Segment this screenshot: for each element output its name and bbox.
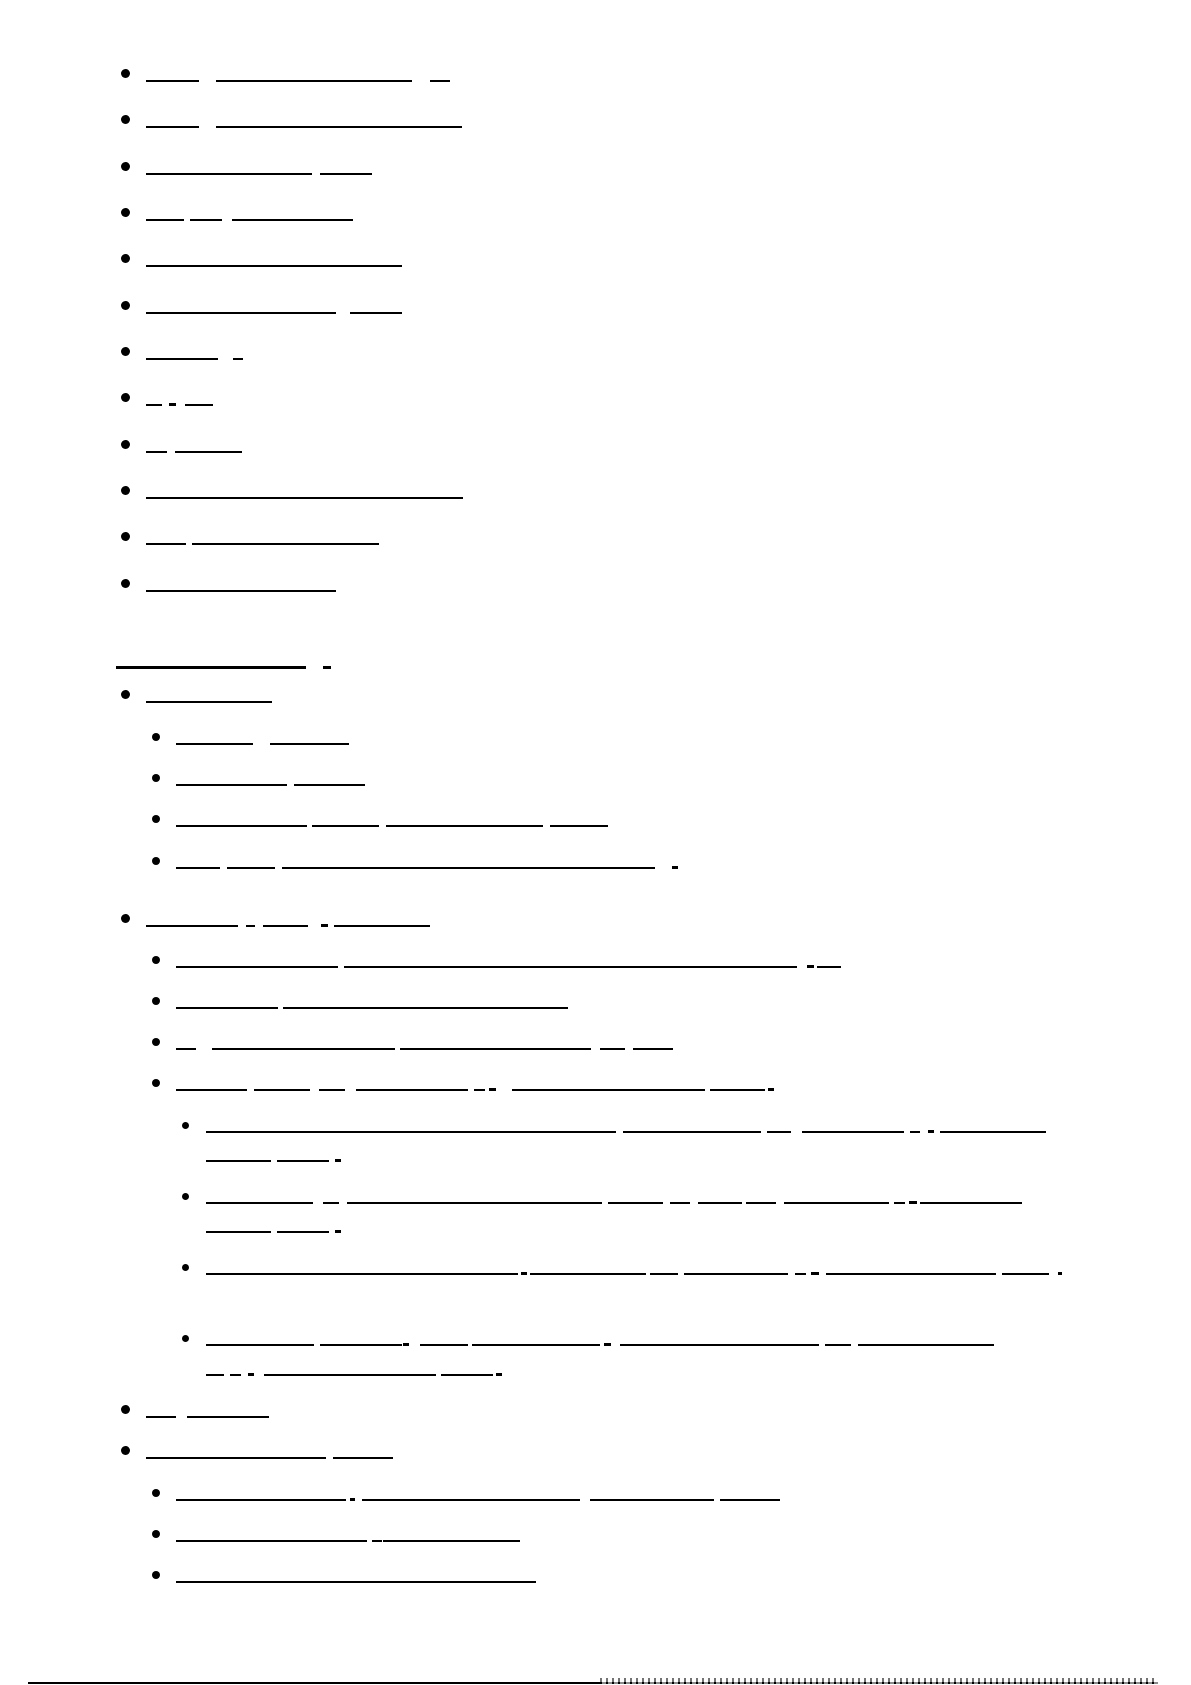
link-text-segment[interactable]	[187, 1416, 269, 1418]
link-text-segment[interactable]	[246, 925, 255, 927]
bullet-icon	[121, 347, 130, 356]
link-text-segment[interactable]	[320, 173, 372, 175]
link-text-segment[interactable]	[176, 1540, 367, 1542]
bullet-icon	[182, 1122, 189, 1129]
bullet-icon	[121, 914, 130, 923]
link-text-segment[interactable]	[400, 1048, 591, 1050]
link-text-segment[interactable]	[784, 1202, 889, 1204]
link-text-segment[interactable]	[146, 1416, 176, 1418]
link-text-segment[interactable]	[146, 265, 402, 267]
link-text-segment[interactable]	[248, 1373, 254, 1376]
link-text-segment[interactable]	[146, 925, 238, 927]
link-text-segment[interactable]	[146, 219, 184, 221]
link-text-segment[interactable]	[185, 404, 213, 406]
link-text-segment[interactable]	[277, 1231, 329, 1233]
link-text-segment[interactable]	[192, 543, 379, 545]
link-text-segment[interactable]	[146, 358, 218, 360]
link-text-segment[interactable]	[811, 1272, 819, 1275]
link-text-segment[interactable]	[474, 1089, 485, 1091]
bullet-icon	[152, 1038, 160, 1046]
link-text-segment[interactable]	[175, 451, 242, 453]
bullet-icon	[182, 1264, 189, 1271]
section-heading-text	[0, 0, 1, 1]
link-text-segment[interactable]	[312, 825, 379, 827]
link-text-segment[interactable]	[430, 80, 450, 82]
link-text-segment[interactable]	[190, 219, 222, 221]
link-text-segment[interactable]	[146, 312, 336, 314]
link-text-segment[interactable]	[817, 966, 841, 968]
link-text-segment[interactable]	[176, 825, 307, 827]
section-heading-mark	[323, 666, 331, 669]
bullet-icon	[121, 69, 130, 78]
link-text-segment[interactable]	[920, 1202, 1022, 1204]
link-text-segment[interactable]	[496, 1373, 502, 1376]
link-text-segment[interactable]	[206, 1374, 224, 1376]
bullet-icon	[121, 440, 130, 449]
link-text-segment[interactable]	[672, 866, 678, 869]
link-text-segment[interactable]	[894, 1202, 905, 1204]
link-text-segment[interactable]	[403, 1343, 409, 1346]
link-text-segment[interactable]	[472, 1344, 600, 1346]
link-text-segment[interactable]	[176, 1048, 196, 1050]
link-text-segment[interactable]	[146, 404, 162, 406]
link-text-segment[interactable]	[333, 1457, 393, 1459]
link-text-segment[interactable]	[146, 173, 312, 175]
bullet-icon	[121, 208, 130, 217]
link-text-segment[interactable]	[940, 1131, 1046, 1133]
link-text-segment[interactable]	[350, 1498, 355, 1501]
link-text-segment[interactable]	[294, 784, 365, 786]
link-text-segment[interactable]	[909, 1201, 917, 1204]
section-heading-underline	[116, 666, 306, 669]
link-text-segment[interactable]	[334, 925, 430, 927]
link-text-segment[interactable]	[710, 1089, 765, 1091]
link-text-segment[interactable]	[212, 1048, 395, 1050]
link-text-segment[interactable]	[176, 966, 338, 968]
link-text-segment[interactable]	[320, 1344, 402, 1346]
link-text-segment[interactable]	[321, 924, 328, 927]
link-text-segment[interactable]	[420, 1344, 468, 1346]
link-text-segment[interactable]	[176, 1581, 536, 1583]
link-text-segment[interactable]	[795, 1273, 806, 1275]
link-text-segment[interactable]	[335, 1159, 341, 1162]
link-text-segment[interactable]	[620, 1344, 819, 1346]
link-text-segment[interactable]	[826, 1273, 996, 1275]
link-text-segment[interactable]	[372, 1540, 382, 1542]
bullet-icon	[152, 1571, 160, 1579]
link-text-segment[interactable]	[146, 451, 167, 453]
bullet-icon	[121, 115, 130, 124]
link-text-segment[interactable]	[590, 1499, 714, 1501]
link-text-segment[interactable]	[807, 965, 814, 968]
link-text-segment[interactable]	[176, 1089, 247, 1091]
link-text-segment[interactable]	[232, 219, 353, 221]
link-text-segment[interactable]	[146, 590, 336, 592]
link-text-segment[interactable]	[206, 1160, 271, 1162]
bullet-icon	[121, 393, 130, 402]
link-text-segment[interactable]	[176, 1007, 278, 1009]
link-text-segment[interactable]	[270, 743, 349, 745]
footer-text	[600, 1678, 1158, 1684]
link-text-segment[interactable]	[146, 1457, 326, 1459]
link-text-segment[interactable]	[323, 1202, 339, 1204]
bullet-icon	[182, 1193, 189, 1200]
bullet-icon	[152, 1530, 160, 1538]
link-text-segment[interactable]	[146, 543, 186, 545]
link-text-segment[interactable]	[233, 358, 243, 360]
link-text-segment[interactable]	[335, 1230, 341, 1233]
link-text-segment[interactable]	[670, 1202, 690, 1204]
link-text-segment[interactable]	[362, 1499, 580, 1501]
bullet-icon	[121, 1446, 130, 1455]
link-text-segment[interactable]	[698, 1202, 742, 1204]
bullet-icon	[121, 1405, 130, 1414]
link-text-segment[interactable]	[608, 1202, 663, 1204]
link-text-segment[interactable]	[206, 1273, 518, 1275]
link-text-segment[interactable]	[227, 867, 275, 869]
link-text-segment[interactable]	[386, 825, 543, 827]
bullet-icon	[152, 815, 160, 823]
bullet-icon	[121, 162, 130, 171]
bullet-icon	[121, 532, 130, 541]
link-text-segment[interactable]	[720, 1499, 780, 1501]
link-text-segment[interactable]	[216, 80, 412, 82]
link-text-segment[interactable]	[146, 80, 199, 82]
bullet-icon	[152, 997, 160, 1005]
link-text-segment[interactable]	[344, 966, 797, 968]
link-text-segment[interactable]	[825, 1344, 851, 1346]
link-text-segment[interactable]	[684, 1273, 788, 1275]
link-text-segment[interactable]	[633, 1048, 673, 1050]
link-text-segment[interactable]	[802, 1131, 904, 1133]
link-text-segment[interactable]	[350, 312, 402, 314]
bullet-icon	[121, 486, 130, 495]
link-text-segment[interactable]	[176, 784, 287, 786]
link-text-segment[interactable]	[216, 126, 462, 128]
link-text-segment[interactable]	[441, 1374, 493, 1376]
link-text-segment[interactable]	[530, 1273, 646, 1275]
bullet-icon	[182, 1335, 189, 1342]
link-text-segment[interactable]	[283, 1007, 568, 1009]
link-text-segment[interactable]	[1002, 1273, 1049, 1275]
link-text-segment[interactable]	[230, 1374, 241, 1376]
link-text-segment[interactable]	[521, 1272, 527, 1275]
link-text-segment[interactable]	[604, 1343, 611, 1346]
bullet-icon	[152, 956, 160, 964]
link-text-segment[interactable]	[600, 1048, 625, 1050]
link-text-segment[interactable]	[928, 1130, 934, 1133]
bullet-icon	[152, 1489, 160, 1497]
bullet-icon	[121, 579, 130, 588]
bullet-icon	[152, 857, 160, 865]
link-text-segment[interactable]	[206, 1202, 313, 1204]
link-text-segment[interactable]	[263, 925, 308, 927]
link-text-segment[interactable]	[206, 1344, 314, 1346]
link-text-segment[interactable]	[176, 867, 220, 869]
link-text-segment[interactable]	[768, 1088, 774, 1091]
link-text-segment[interactable]	[623, 1131, 761, 1133]
link-text-segment[interactable]	[282, 867, 655, 869]
link-text-segment[interactable]	[512, 1089, 705, 1091]
link-text-segment[interactable]	[746, 1202, 776, 1204]
link-text-segment[interactable]	[767, 1131, 791, 1133]
bullet-icon	[121, 301, 130, 310]
bullet-icon	[121, 254, 130, 263]
bullet-icon	[152, 774, 160, 782]
link-text-segment[interactable]	[650, 1273, 678, 1275]
link-text-segment[interactable]	[550, 825, 608, 827]
link-text-segment[interactable]	[176, 743, 253, 745]
link-text-segment[interactable]	[176, 1499, 346, 1501]
bullet-icon	[152, 1079, 160, 1087]
link-text-segment[interactable]	[489, 1088, 496, 1091]
bullet-icon	[121, 690, 130, 699]
link-text-segment[interactable]	[383, 1540, 520, 1542]
link-text-segment[interactable]	[206, 1231, 271, 1233]
link-text-segment[interactable]	[146, 701, 272, 703]
link-text-segment[interactable]	[858, 1344, 994, 1346]
link-text-segment[interactable]	[146, 126, 199, 128]
link-text-segment[interactable]	[910, 1131, 920, 1133]
link-text-segment[interactable]	[254, 1089, 310, 1091]
link-text-segment[interactable]	[1058, 1272, 1062, 1275]
link-text-segment[interactable]	[277, 1160, 329, 1162]
link-text-segment[interactable]	[146, 497, 463, 499]
link-text-segment[interactable]	[347, 1202, 602, 1204]
link-text-segment[interactable]	[206, 1131, 616, 1133]
bullet-icon	[152, 733, 160, 741]
link-text-segment[interactable]	[356, 1089, 468, 1091]
link-text-segment[interactable]	[169, 403, 176, 406]
link-text-segment[interactable]	[264, 1374, 436, 1376]
link-text-segment[interactable]	[319, 1089, 345, 1091]
